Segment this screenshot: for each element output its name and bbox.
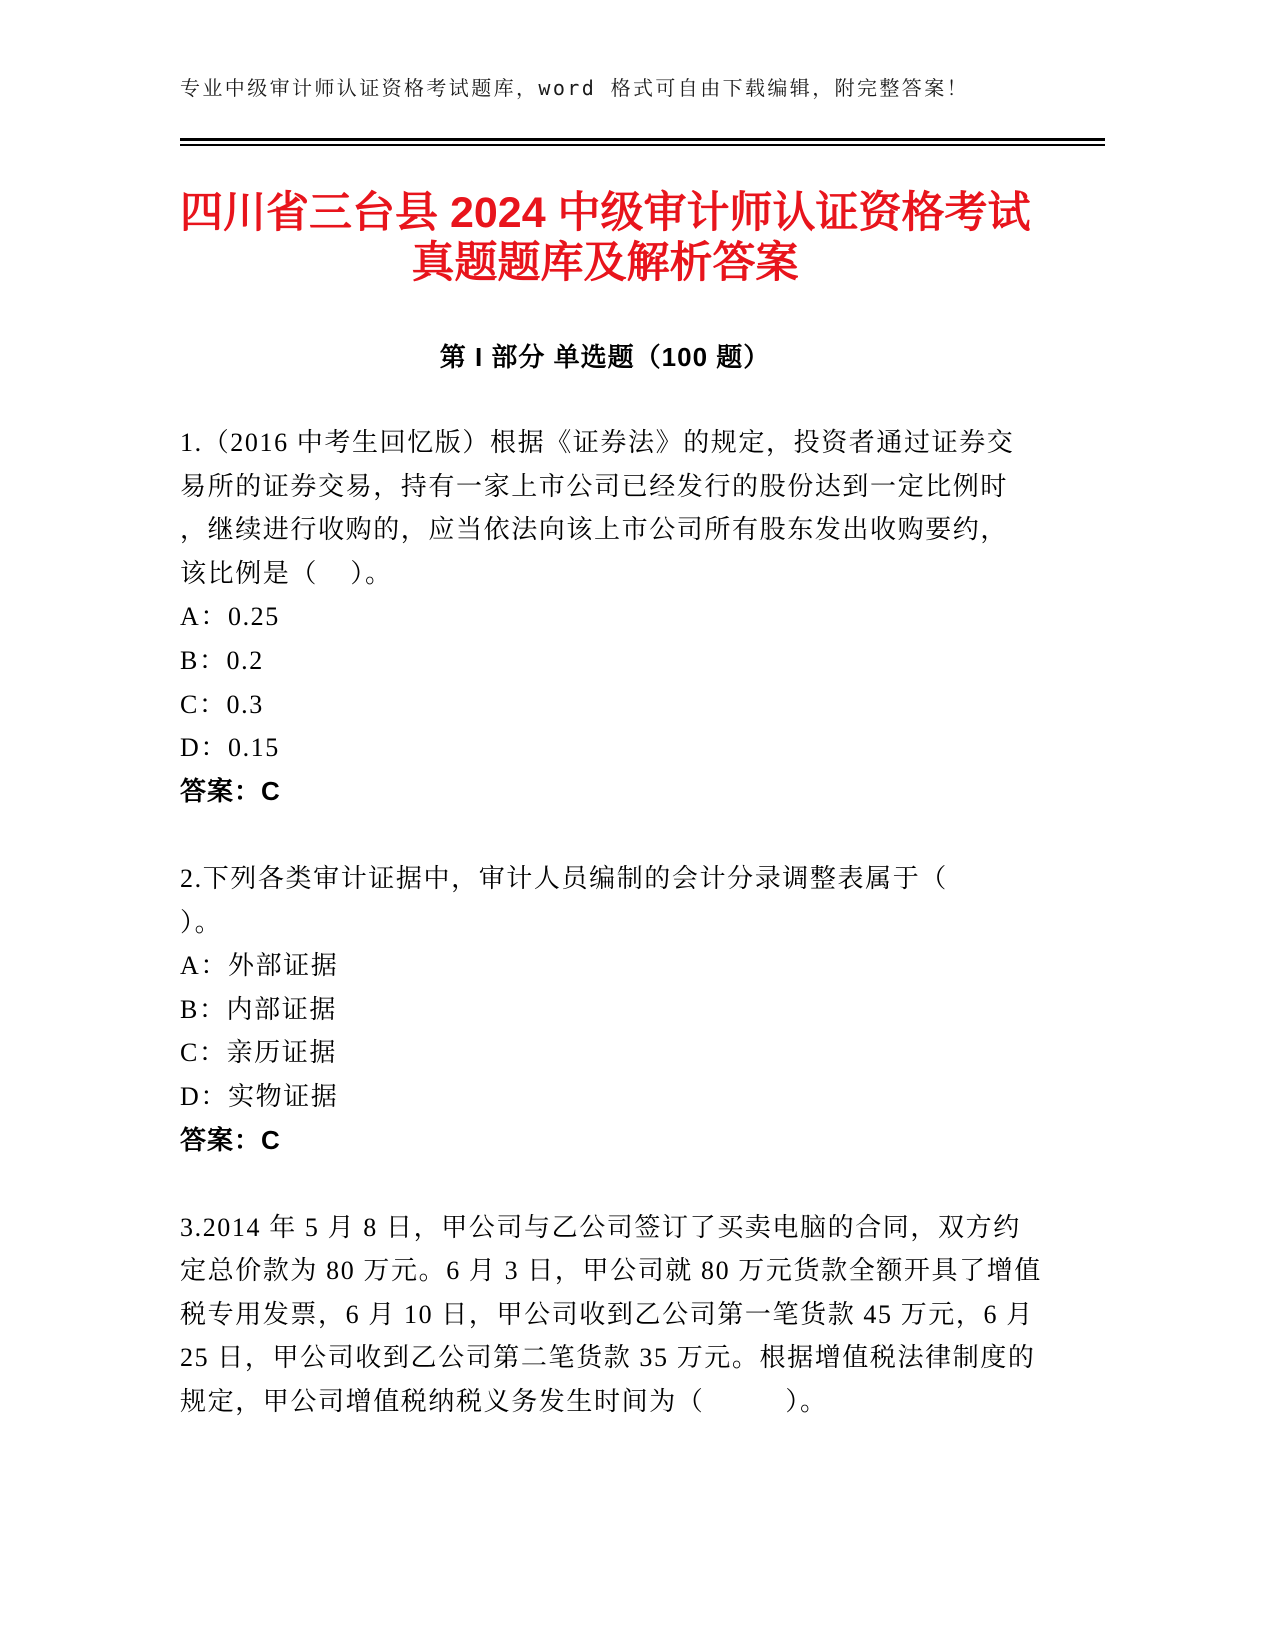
header-rule-thick <box>180 138 1105 141</box>
question-stem-line: ）。 <box>180 907 223 937</box>
question-stem-line: 规定，甲公司增值税纳税义务发生时间为（ ）。 <box>180 1387 828 1417</box>
question-1 <box>180 421 1080 813</box>
answer-line <box>180 770 1080 814</box>
question-stem-line: 3.2014 年 5 月 8 日，甲公司与乙公司签订了买卖电脑的合同，双方约 <box>180 1212 1021 1242</box>
answer-label: 答案： <box>180 775 262 806</box>
answer-label: 答案： <box>180 1124 262 1155</box>
question-3 <box>180 1206 1080 1424</box>
answer-value: C <box>261 775 281 806</box>
question-stem-line: 25 日，甲公司收到乙公司第二笔货款 35 万元。根据增值税法律制度的 <box>180 1343 1036 1373</box>
question-stem <box>180 1206 1080 1424</box>
option-c: C：0.3 <box>180 689 264 719</box>
answer-line <box>180 1119 1080 1163</box>
answer-value: C <box>261 1124 281 1155</box>
question-stem-line: ，继续进行收购的，应当依法向该上市公司所有股东发出收购要约， <box>180 515 1009 545</box>
question-stem <box>180 421 1080 595</box>
question-2 <box>180 857 1080 1162</box>
title-line-1: 四川省三台县 2024 中级审计师认证资格考试 <box>180 189 1031 237</box>
option-b: B：内部证据 <box>180 994 337 1024</box>
question-stem-line: 2.下列各类审计证据中，审计人员编制的会计分录调整表属于（ <box>180 863 948 893</box>
question-stem-line: 定总价款为 80 万元。6 月 3 日，甲公司就 80 万元货款全额开具了增值 <box>180 1256 1042 1286</box>
option-c: C：亲历证据 <box>180 1038 337 1068</box>
question-stem-line: 1.（2016 中考生回忆版）根据《证券法》的规定，投资者通过证券交 <box>180 428 1015 457</box>
option-a: A：外部证据 <box>180 951 339 981</box>
title-line-2: 真题题库及解析答案 <box>411 239 799 287</box>
question-stem <box>180 857 1080 944</box>
document-title <box>180 188 1030 288</box>
header-rule-thin <box>180 144 1105 146</box>
question-stem-line: 税专用发票，6 月 10 日，甲公司收到乙公司第一笔货款 45 万元，6 月 <box>180 1299 1034 1329</box>
option-d: D：实物证据 <box>180 1081 339 1111</box>
question-stem-line: 易所的证券交易，持有一家上市公司已经发行的股份达到一定比例时 <box>180 471 1009 501</box>
question-list <box>180 421 1080 1424</box>
header-note: 专业中级审计师认证资格考试题库，word 格式可自由下载编辑，附完整答案！ <box>180 76 970 100</box>
option-a: A：0.25 <box>180 602 280 632</box>
option-b: B：0.2 <box>180 645 264 675</box>
option-d: D：0.15 <box>180 733 280 763</box>
section-heading: 第 I 部分 单选题（100 题） <box>439 342 771 372</box>
question-stem-line: 该比例是（ ）。 <box>180 558 393 588</box>
